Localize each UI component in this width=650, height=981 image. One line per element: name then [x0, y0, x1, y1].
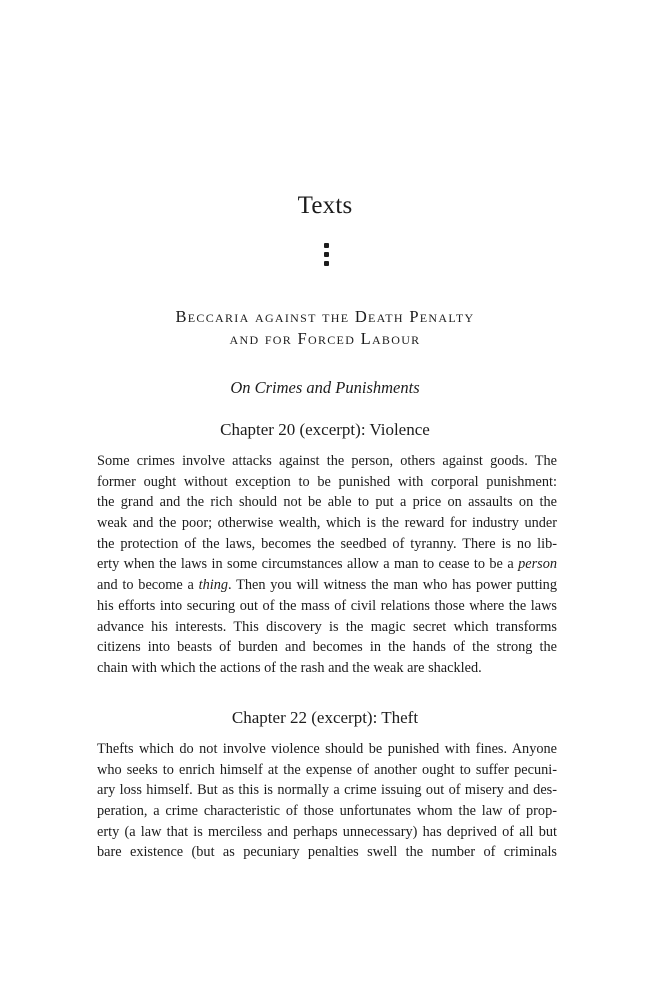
chapter-20-title: Chapter 20 (excerpt): Violence — [220, 420, 430, 439]
paragraph-line: citizens into beasts of burden and becomes in the hands of the strong the — [97, 639, 557, 656]
paragraph-line: former ought without exception to be punished with corporal punishment: — [97, 473, 557, 490]
part-title: Texts — [297, 192, 353, 219]
paragraph-line: ary loss himself. But as this is normally a crime issuing out of misery and des- — [97, 782, 557, 799]
paragraph-line: erty when the laws in some circumstances allow a man to cease to be a person — [97, 556, 557, 573]
paragraph-line: advance his interests. This discovery is the magic secret which transforms — [97, 618, 557, 635]
paragraph-line: bare existence (but as pecuniary penalties swell the number of criminals — [97, 844, 557, 861]
paragraph-line: weak and the poor; otherwise wealth, which is the reward for industry under — [97, 515, 557, 532]
paragraph-line: and to become a thing. Then you will witness the man who has power putting — [97, 577, 557, 594]
section-heading-line-2: and for Forced Labour — [229, 329, 421, 348]
chapter-22-title: Chapter 22 (excerpt): Theft — [231, 708, 419, 727]
chapter-22-paragraph — [97, 739, 557, 863]
paragraph-line: erty (a law that is merciless and perhaps unnecessary) has deprived of all but — [97, 823, 557, 840]
paragraph-line: peration, a crime characteristic of those unfortunates whom the law of prop- — [97, 803, 557, 820]
book-title: On Crimes and Punishments — [230, 378, 420, 397]
paragraph-line: the grand and the rich should not be able to put a price on assaults on the — [97, 494, 557, 511]
paragraph-line: chain with which the actions of the rash and the weak are shackled. — [97, 659, 482, 676]
italic-term: person — [518, 556, 557, 573]
paragraph-line: the protection of the laws, becomes the seedbed of tyranny. There is no lib- — [97, 535, 557, 552]
chapter-20-paragraph — [97, 451, 557, 679]
paragraph-line: Thefts which do not involve violence should be punished with fines. Anyone — [97, 741, 557, 757]
vertical-dots-ornament — [322, 243, 330, 270]
paragraph-line: his efforts into securing out of the mass of civil relations those where the laws — [97, 597, 557, 614]
paragraph-line: who seeks to enrich himself at the expense of another ought to suffer pecuni- — [97, 761, 557, 778]
section-heading-line-1: Beccaria against the Death Penalty — [175, 307, 475, 326]
paragraph-line: Some crimes involve attacks against the person, others against goods. The — [97, 453, 557, 469]
italic-term: thing — [198, 577, 229, 594]
